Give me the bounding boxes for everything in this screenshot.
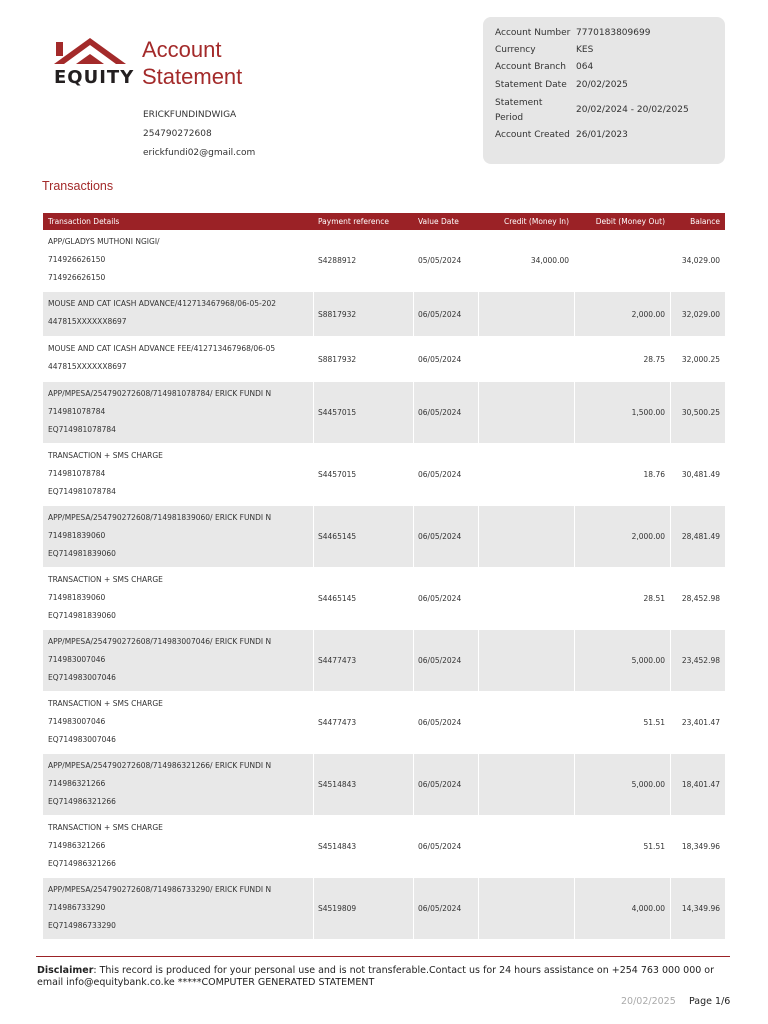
details-line: 447815XXXXXX8697 — [48, 362, 127, 371]
debit-value: 28.75 — [643, 354, 665, 364]
table-header — [43, 213, 725, 230]
debit-value: 2,000.00 — [631, 309, 665, 319]
cell-credit — [478, 878, 574, 939]
cell-debit — [574, 506, 670, 567]
column-divider — [413, 568, 414, 629]
table-row — [43, 568, 725, 630]
cell-balance — [670, 692, 725, 753]
ref-value: S4288912 — [318, 256, 357, 265]
details-line: 714981078784 — [48, 469, 106, 478]
date-value: 06/05/2024 — [418, 594, 462, 603]
debit-value: 28.51 — [643, 594, 665, 603]
date-value: 06/05/2024 — [418, 408, 462, 417]
column-divider — [413, 754, 414, 815]
column-divider — [413, 337, 414, 381]
column-divider — [670, 754, 671, 815]
balance-value: 32,029.00 — [681, 309, 720, 319]
ref-value: S4514843 — [318, 842, 357, 851]
details-line: EQ714981078784 — [48, 487, 116, 496]
table-row — [43, 292, 725, 337]
ref-value: S4477473 — [318, 718, 357, 727]
table-row — [43, 382, 725, 444]
column-divider — [478, 506, 479, 567]
debit-value: 51.51 — [643, 718, 665, 727]
column-divider — [478, 754, 479, 815]
date-value: 06/05/2024 — [418, 470, 462, 479]
debit-value: 4,000.00 — [631, 904, 665, 913]
info-label: Account Branch — [495, 62, 566, 72]
column-divider — [574, 692, 575, 753]
cell-credit — [478, 230, 574, 291]
details-line: EQ714983007046 — [48, 673, 116, 682]
cell-details — [43, 506, 313, 567]
cell-date — [413, 292, 478, 336]
ref-value: S4519809 — [318, 904, 357, 913]
table-row — [43, 337, 725, 382]
column-divider — [670, 878, 671, 939]
column-divider — [670, 692, 671, 753]
cell-date — [413, 878, 478, 939]
balance-value: 32,000.25 — [681, 354, 720, 364]
cell-balance — [670, 230, 725, 291]
details-line: 714981839060 — [48, 531, 106, 540]
logo-wordmark: EQUITY — [54, 67, 135, 88]
debit-value: 5,000.00 — [631, 656, 665, 665]
date-value: 06/05/2024 — [418, 842, 462, 851]
details-line: 714926626150 — [48, 273, 106, 282]
column-divider — [313, 506, 314, 567]
cell-balance — [670, 754, 725, 815]
column-divider — [670, 444, 671, 505]
info-label: Account Created — [495, 130, 570, 140]
customer-email: erickfundi02@gmail.com — [143, 148, 256, 158]
column-divider — [413, 816, 414, 877]
cell-date — [413, 382, 478, 443]
cell-ref — [313, 382, 413, 443]
cell-balance — [670, 506, 725, 567]
cell-ref — [313, 754, 413, 815]
column-divider — [413, 444, 414, 505]
disclaimer-label: Disclaimer — [37, 965, 94, 976]
column-divider — [574, 444, 575, 505]
details-line: EQ714986321266 — [48, 859, 116, 868]
column-divider — [670, 630, 671, 691]
column-divider — [574, 337, 575, 381]
cell-credit — [478, 630, 574, 691]
table-row — [43, 444, 725, 506]
cell-debit — [574, 630, 670, 691]
disclaimer — [37, 965, 737, 989]
balance-value: 18,349.96 — [681, 842, 720, 851]
ref-value: S4457015 — [318, 408, 357, 417]
cell-credit — [478, 337, 574, 381]
cell-date — [413, 630, 478, 691]
column-divider — [670, 292, 671, 336]
cell-balance — [670, 292, 725, 336]
date-value: 06/05/2024 — [418, 718, 462, 727]
date-value: 06/05/2024 — [418, 656, 462, 665]
cell-debit — [574, 878, 670, 939]
details-line: EQ714983007046 — [48, 735, 116, 744]
cell-date — [413, 337, 478, 381]
header-balance: Balance — [690, 217, 720, 226]
details-line: APP/GLADYS MUTHONI NGIGI/ — [48, 237, 160, 246]
footer-date: 20/02/2025 — [621, 996, 676, 1007]
cell-debit — [574, 754, 670, 815]
cell-date — [413, 444, 478, 505]
transactions-heading: Transactions — [42, 179, 114, 193]
details-line: EQ714981078784 — [48, 425, 116, 434]
details-line: TRANSACTION + SMS CHARGE — [48, 451, 163, 460]
header-debit: Debit (Money Out) — [595, 217, 665, 226]
info-label: Statement Period — [495, 98, 543, 123]
cell-balance — [670, 816, 725, 877]
cell-ref — [313, 630, 413, 691]
column-divider — [478, 630, 479, 691]
ref-value: S4477473 — [318, 656, 357, 665]
balance-value: 28,481.49 — [681, 532, 720, 541]
details-line: EQ714986733290 — [48, 921, 116, 930]
column-divider — [413, 230, 414, 291]
date-value: 06/05/2024 — [418, 904, 462, 913]
ref-value: S4465145 — [318, 594, 357, 603]
customer-phone: 254790272608 — [143, 129, 212, 139]
column-divider — [574, 816, 575, 877]
cell-balance — [670, 382, 725, 443]
table-row — [43, 692, 725, 754]
ref-value: S4465145 — [318, 532, 357, 541]
column-divider — [313, 754, 314, 815]
column-divider — [574, 292, 575, 336]
date-value: 05/05/2024 — [418, 256, 462, 265]
footer-divider — [36, 956, 730, 957]
page-number: Page 1/6 — [689, 996, 731, 1007]
column-divider — [574, 568, 575, 629]
column-divider — [478, 382, 479, 443]
details-line: TRANSACTION + SMS CHARGE — [48, 699, 163, 708]
balance-value: 30,500.25 — [681, 408, 720, 417]
column-divider — [574, 230, 575, 291]
cell-debit — [574, 692, 670, 753]
info-value: KES — [576, 45, 594, 55]
cell-credit — [478, 692, 574, 753]
cell-ref — [313, 692, 413, 753]
cell-details — [43, 816, 313, 877]
details-line: TRANSACTION + SMS CHARGE — [48, 823, 163, 832]
details-line: 447815XXXXXX8697 — [48, 317, 127, 326]
header-reference: Payment reference — [318, 217, 390, 226]
cell-ref — [313, 292, 413, 336]
details-line: 714986321266 — [48, 841, 106, 850]
column-divider — [313, 816, 314, 877]
column-divider — [413, 878, 414, 939]
details-line: TRANSACTION + SMS CHARGE — [48, 575, 163, 584]
cell-debit — [574, 382, 670, 443]
column-divider — [478, 878, 479, 939]
header-value-date: Value Date — [418, 217, 459, 226]
cell-ref — [313, 568, 413, 629]
house-roof-icon — [52, 36, 132, 68]
cell-date — [413, 506, 478, 567]
column-divider — [670, 816, 671, 877]
credit-value: 34,000.00 — [530, 256, 569, 265]
cell-details — [43, 444, 313, 505]
header-details: Transaction Details — [48, 217, 120, 226]
table-body — [43, 230, 725, 940]
column-divider — [313, 292, 314, 336]
column-divider — [574, 630, 575, 691]
table-row — [43, 230, 725, 292]
details-line: MOUSE AND CAT ICASH ADVANCE/412713467968/06-05-202 — [48, 299, 277, 308]
details-line: APP/MPESA/254790272608/714986321266/ ERICK FUNDI N — [48, 761, 272, 770]
info-value: 064 — [576, 62, 594, 72]
cell-balance — [670, 630, 725, 691]
details-line: APP/MPESA/254790272608/714986733290/ ERICK FUNDI N — [48, 885, 272, 894]
table-row — [43, 506, 725, 568]
details-line: 714926626150 — [48, 255, 106, 264]
column-divider — [478, 568, 479, 629]
cell-details — [43, 754, 313, 815]
date-value: 06/05/2024 — [418, 532, 462, 541]
cell-debit — [574, 568, 670, 629]
details-line: APP/MPESA/254790272608/714981078784/ ERICK FUNDI N — [48, 389, 272, 398]
column-divider — [313, 444, 314, 505]
column-divider — [313, 382, 314, 443]
details-line: 714981839060 — [48, 593, 106, 602]
cell-credit — [478, 816, 574, 877]
details-line: 714986321266 — [48, 779, 106, 788]
cell-details — [43, 230, 313, 291]
cell-credit — [478, 754, 574, 815]
column-divider — [670, 230, 671, 291]
column-divider — [313, 630, 314, 691]
column-divider — [478, 692, 479, 753]
column-divider — [478, 230, 479, 291]
cell-ref — [313, 816, 413, 877]
cell-date — [413, 230, 478, 291]
balance-value: 23,401.47 — [681, 718, 720, 727]
details-line: APP/MPESA/254790272608/714983007046/ ERICK FUNDI N — [48, 637, 272, 646]
cell-balance — [670, 568, 725, 629]
column-divider — [313, 230, 314, 291]
column-divider — [574, 878, 575, 939]
column-divider — [478, 444, 479, 505]
column-divider — [478, 337, 479, 381]
info-label: Currency — [495, 45, 536, 55]
page-title — [142, 36, 242, 90]
column-divider — [313, 568, 314, 629]
details-line: EQ714981839060 — [48, 549, 116, 558]
cell-date — [413, 568, 478, 629]
cell-credit — [478, 382, 574, 443]
cell-balance — [670, 444, 725, 505]
cell-details — [43, 692, 313, 753]
cell-debit — [574, 816, 670, 877]
details-line: 714983007046 — [48, 655, 106, 664]
cell-debit — [574, 230, 670, 291]
column-divider — [413, 692, 414, 753]
ref-value: S4457015 — [318, 470, 357, 479]
debit-value: 51.51 — [643, 842, 665, 851]
cell-ref — [313, 337, 413, 381]
cell-details — [43, 878, 313, 939]
info-label: Account Number — [495, 28, 571, 38]
details-line: EQ714986321266 — [48, 797, 116, 806]
table-row — [43, 816, 725, 878]
cell-details — [43, 568, 313, 629]
details-line: 714981078784 — [48, 407, 106, 416]
cell-ref — [313, 444, 413, 505]
cell-ref — [313, 230, 413, 291]
transactions-table — [43, 213, 725, 940]
cell-debit — [574, 337, 670, 381]
cell-balance — [670, 878, 725, 939]
cell-date — [413, 754, 478, 815]
table-row — [43, 878, 725, 940]
column-divider — [413, 382, 414, 443]
column-divider — [478, 816, 479, 877]
cell-date — [413, 692, 478, 753]
details-line: 714983007046 — [48, 717, 106, 726]
balance-value: 28,452.98 — [681, 594, 720, 603]
info-value: 7770183809699 — [576, 28, 651, 38]
cell-debit — [574, 444, 670, 505]
cell-credit — [478, 568, 574, 629]
details-line: APP/MPESA/254790272608/714981839060/ ERICK FUNDI N — [48, 513, 272, 522]
cell-ref — [313, 506, 413, 567]
cell-credit — [478, 506, 574, 567]
details-line: EQ714981839060 — [48, 611, 116, 620]
title-line-1: Account — [142, 37, 222, 62]
column-divider — [413, 506, 414, 567]
column-divider — [670, 506, 671, 567]
details-line: MOUSE AND CAT ICASH ADVANCE FEE/412713467968/06-05 — [48, 344, 276, 353]
details-line: 714986733290 — [48, 903, 106, 912]
column-divider — [313, 337, 314, 381]
header-credit: Credit (Money In) — [503, 217, 569, 226]
customer-info — [143, 108, 255, 165]
balance-value: 23,452.98 — [681, 656, 720, 665]
date-value: 06/05/2024 — [418, 309, 462, 319]
debit-value: 2,000.00 — [631, 532, 665, 541]
equity-logo — [52, 36, 135, 92]
info-value: 26/01/2023 — [576, 130, 628, 140]
balance-value: 34,029.00 — [681, 256, 720, 265]
date-value: 06/05/2024 — [418, 780, 462, 789]
column-divider — [574, 754, 575, 815]
column-divider — [313, 692, 314, 753]
cell-debit — [574, 292, 670, 336]
cell-credit — [478, 444, 574, 505]
cell-details — [43, 382, 313, 443]
column-divider — [670, 568, 671, 629]
balance-value: 18,401.47 — [681, 780, 720, 789]
column-divider — [574, 382, 575, 443]
cell-balance — [670, 337, 725, 381]
ref-value: S8817932 — [318, 309, 357, 319]
cell-details — [43, 292, 313, 336]
column-divider — [574, 506, 575, 567]
table-row — [43, 630, 725, 692]
debit-value: 1,500.00 — [631, 408, 665, 417]
column-divider — [413, 630, 414, 691]
column-divider — [413, 292, 414, 336]
cell-details — [43, 630, 313, 691]
date-value: 06/05/2024 — [418, 354, 462, 364]
balance-value: 30,481.49 — [681, 470, 720, 479]
cell-details — [43, 337, 313, 381]
info-label: Statement Date — [495, 80, 567, 90]
column-divider — [478, 292, 479, 336]
cell-date — [413, 816, 478, 877]
title-line-2: Statement — [142, 64, 243, 89]
cell-credit — [478, 292, 574, 336]
column-divider — [670, 337, 671, 381]
info-value: 20/02/2025 — [576, 80, 628, 90]
customer-name: ERICKFUNDINDWIGA — [143, 110, 237, 120]
balance-value: 14,349.96 — [681, 904, 720, 913]
ref-value: S4514843 — [318, 780, 357, 789]
column-divider — [670, 382, 671, 443]
disclaimer-text: : This record is produced for your personal use and is not transferable.Contact us for 24 hours assistance on +254 763 000 000 or email info@equitybank.co.ke *****COMPUTER GENERATED STATEMENT — [37, 965, 715, 988]
debit-value: 5,000.00 — [631, 780, 665, 789]
column-divider — [313, 878, 314, 939]
info-value: 20/02/2024 - 20/02/2025 — [576, 105, 689, 115]
debit-value: 18.76 — [643, 470, 665, 479]
cell-ref — [313, 878, 413, 939]
account-info-box — [483, 17, 725, 164]
table-row — [43, 754, 725, 816]
ref-value: S8817932 — [318, 354, 357, 364]
